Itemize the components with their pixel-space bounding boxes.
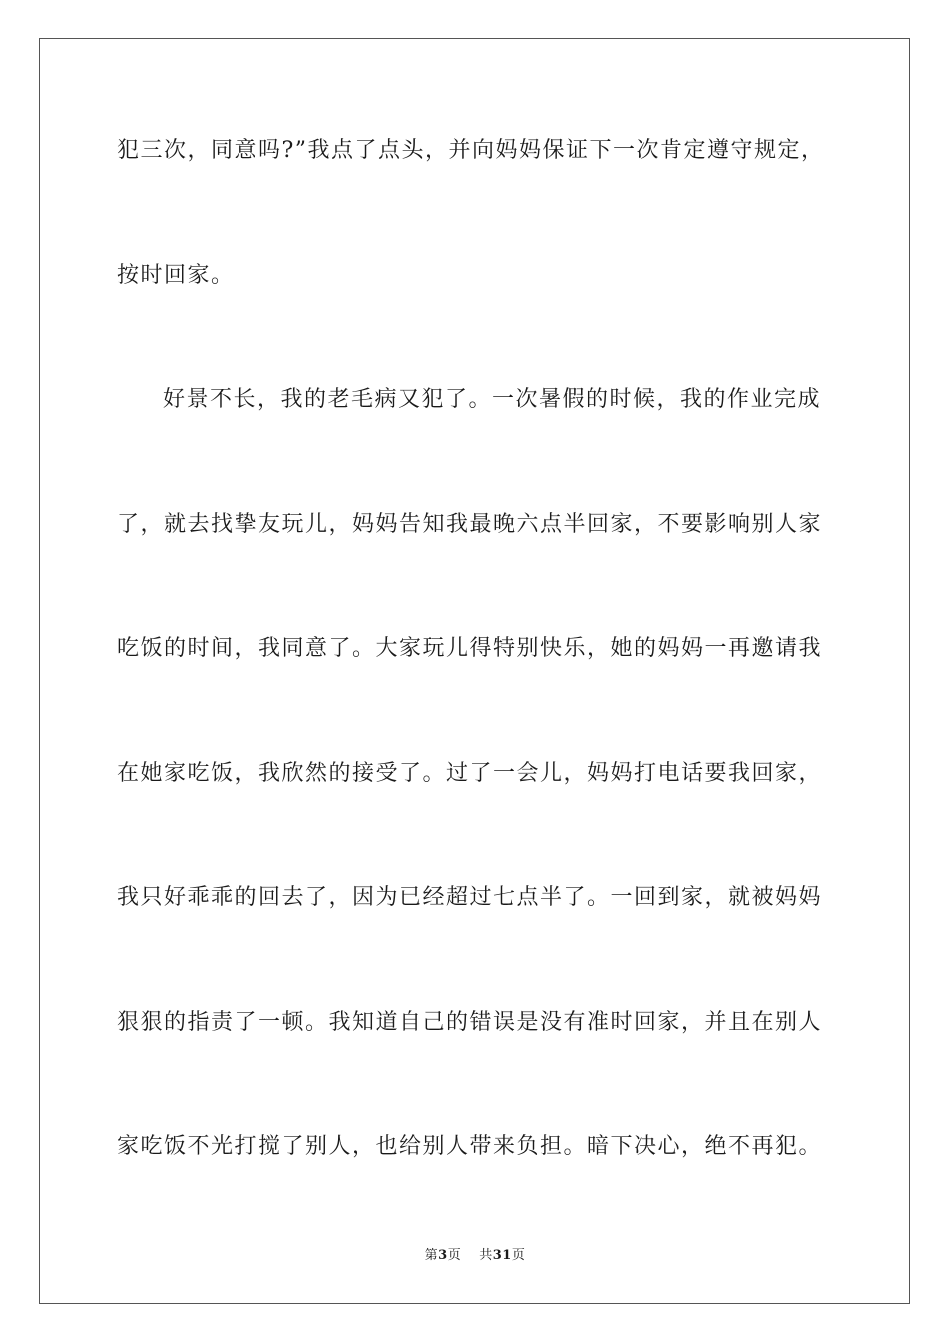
text-line: 了，就去找挚友玩儿，妈妈告知我最晚六点半回家，不要影响别人家 xyxy=(117,512,823,537)
paragraph-first-line: 好景不长，我的老毛病又犯了。一次暑假的时候，我的作业完成 xyxy=(163,387,822,412)
page-label-prefix: 第 xyxy=(424,1248,439,1263)
page-frame xyxy=(39,38,910,1304)
text-line: 吃饭的时间，我同意了。大家玩儿得特别快乐，她的妈妈一再邀请我 xyxy=(117,636,823,661)
text-line: 按时回家。 xyxy=(117,263,235,288)
page-number: 3 xyxy=(438,1248,448,1263)
text-line: 狠狠的指责了一顿。我知道自己的错误是没有准时回家，并且在别人 xyxy=(117,1010,823,1035)
text-line: 在她家吃饭，我欣然的接受了。过了一会儿，妈妈打电话要我回家， xyxy=(117,761,823,786)
total-label-suffix: 页 xyxy=(511,1248,526,1263)
page-footer xyxy=(0,1247,950,1265)
text-line: 家吃饭不光打搅了别人，也给别人带来负担。暗下决心，绝不再犯。 xyxy=(117,1134,823,1159)
page-label-suffix: 页 xyxy=(447,1248,462,1263)
total-label-prefix: 共 xyxy=(479,1248,493,1263)
text-line: 我只好乖乖的回去了，因为已经超过七点半了。一回到家，就被妈妈 xyxy=(117,885,823,910)
total-pages: 31 xyxy=(492,1248,512,1263)
text-line: 犯三次，同意吗?”我点了点头，并向妈妈保证下一次肯定遵守规定， xyxy=(117,138,825,163)
